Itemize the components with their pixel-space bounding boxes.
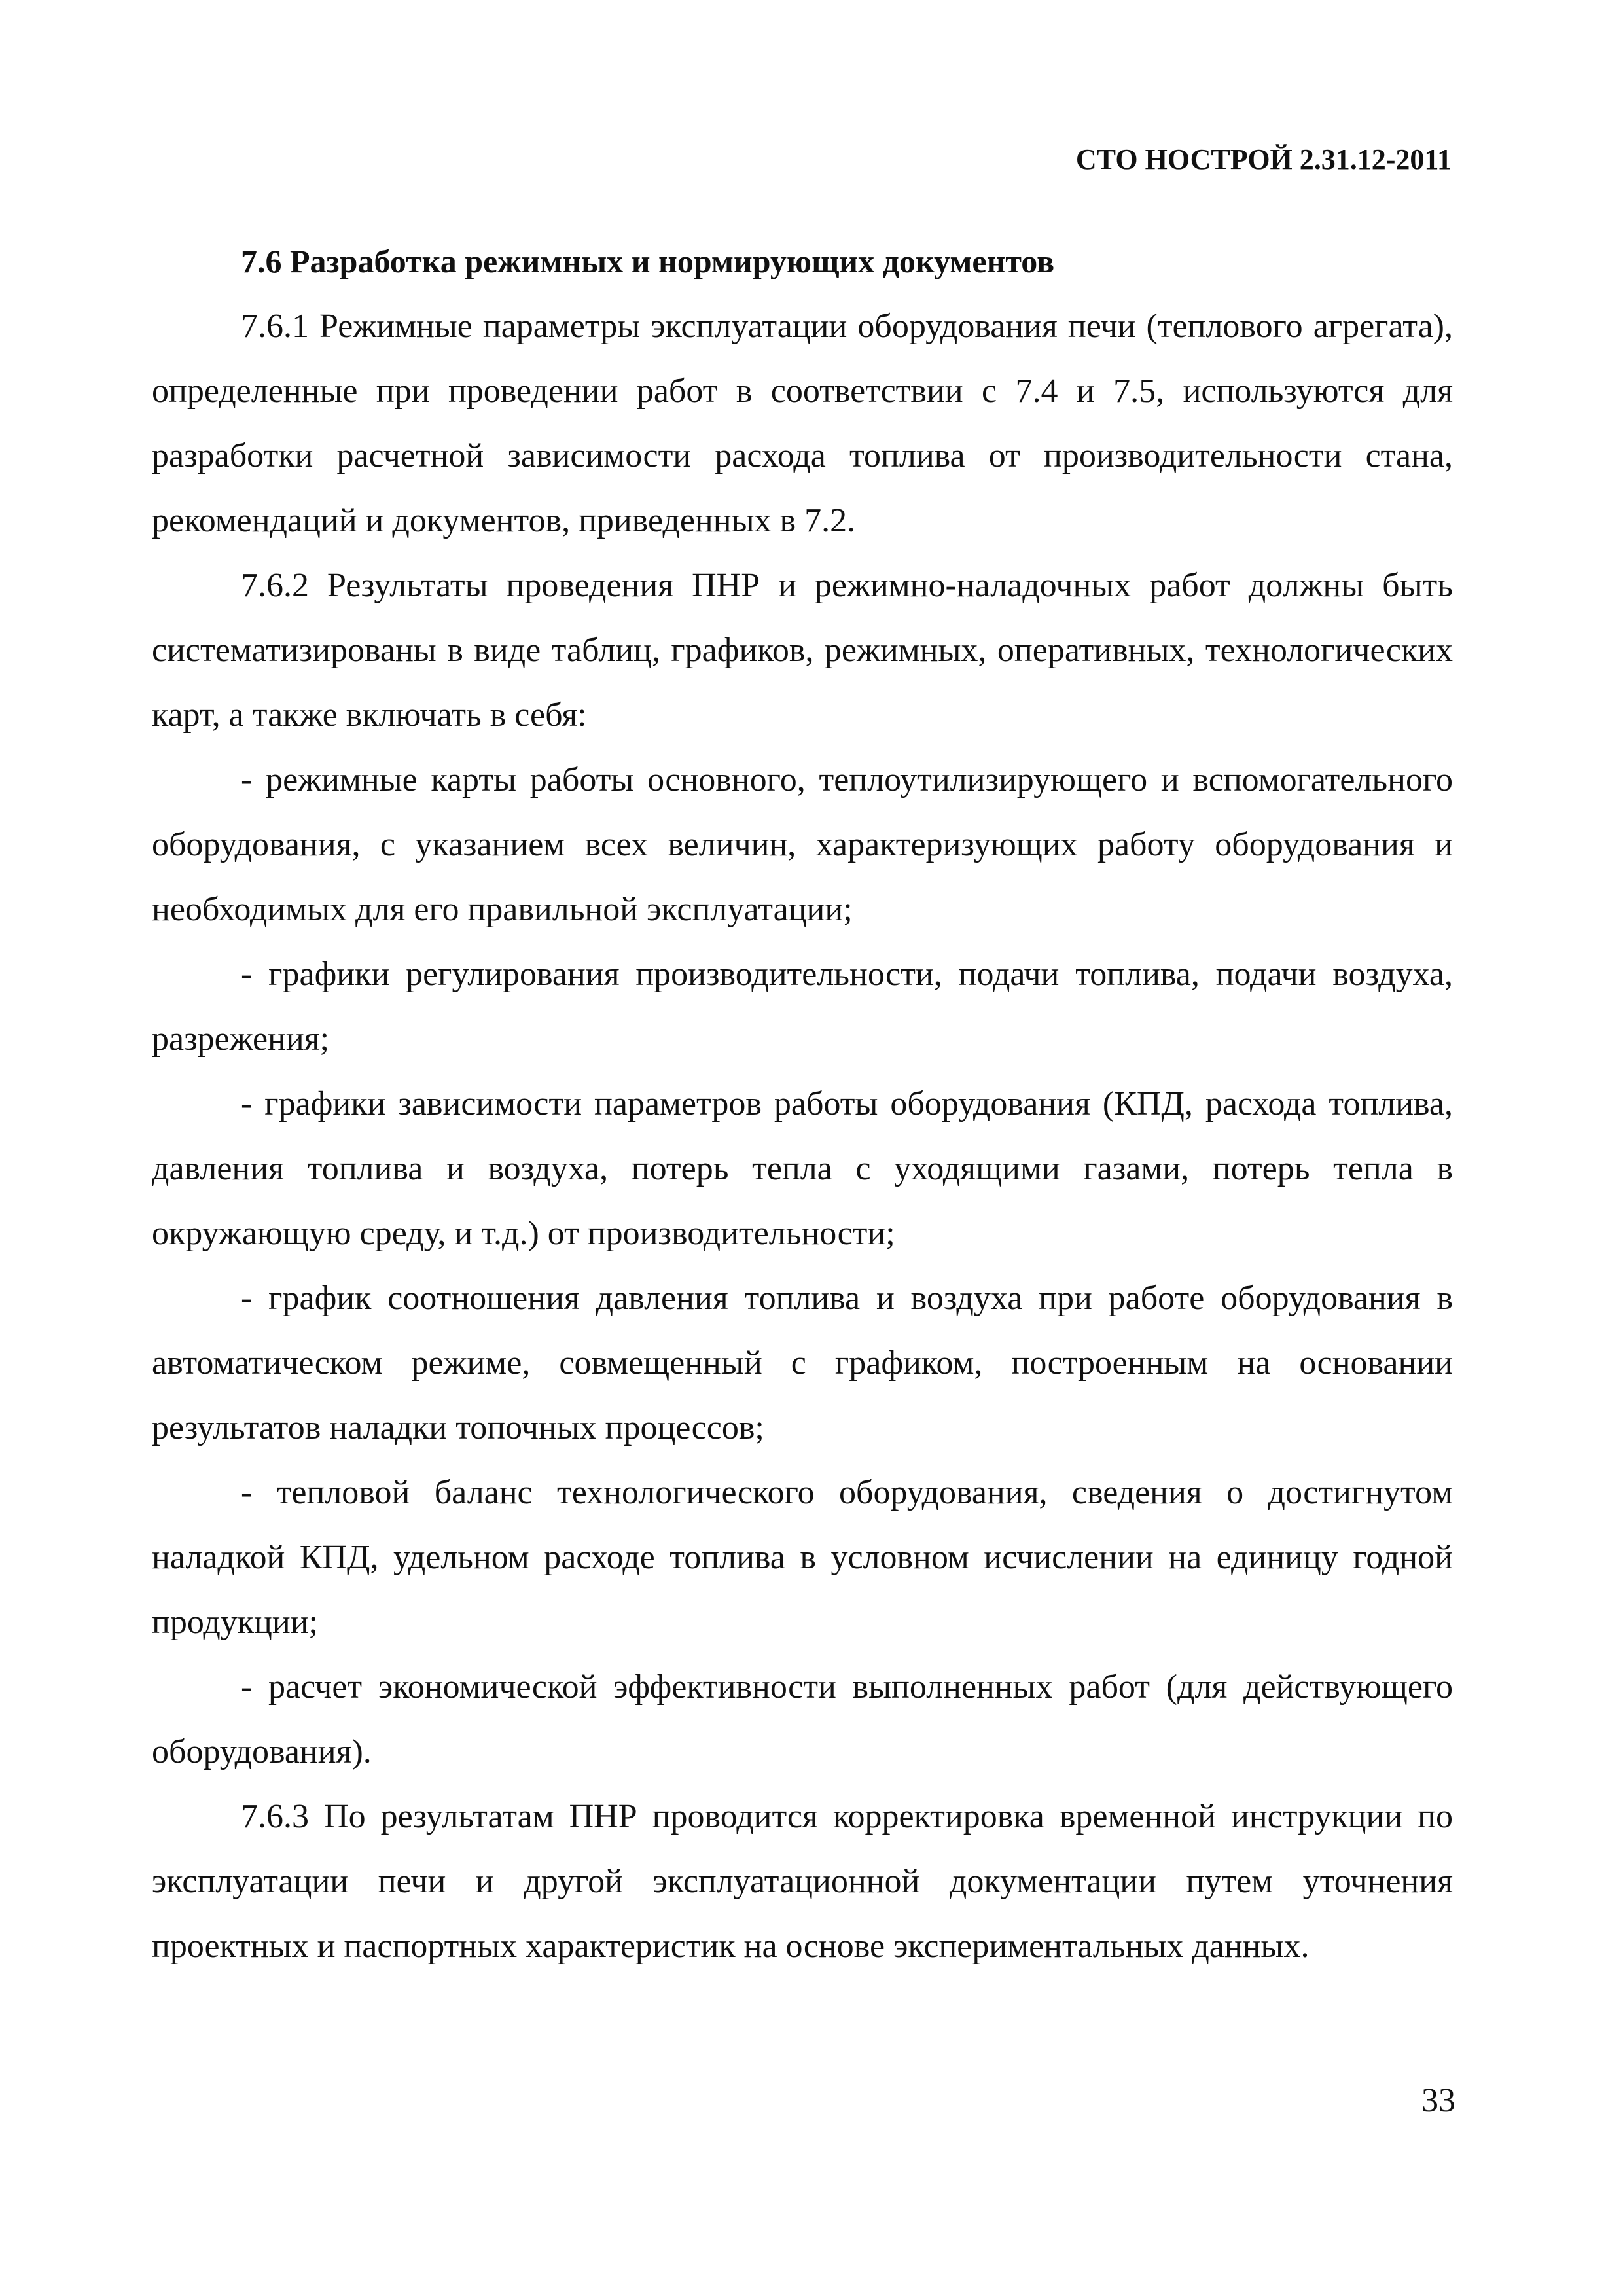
- page-number: 33: [1421, 2082, 1455, 2119]
- list-item-dependency-graphs: - графики зависимости параметров работы оборудования (КПД, расхода топлива, давления топлива и воздуха, потерь тепла с уходящими газами, потерь тепла в окружающую среду, и т.д.) от производительности;: [152, 1085, 1453, 1252]
- document-code-header: СТО НОСТРОЙ 2.31.12-2011: [1075, 143, 1452, 175]
- list-item-economic-efficiency: - расчет экономической эффективности выполненных работ (для действующего оборудования).: [152, 1668, 1453, 1770]
- list-item-regime-cards: - режимные карты работы основного, теплоутилизирующего и вспомогательного оборудования, с указанием всех величин, характеризующих работу оборудования и необходимых для его правильной эксплуатации;: [152, 761, 1453, 928]
- page-body: [152, 229, 1453, 1979]
- paragraph-7-6-2: 7.6.2 Результаты проведения ПНР и режимно-наладочных работ должны быть систематизированы в виде таблиц, графиков, режимных, оперативных, технологических карт, а также включать в себя:: [152, 567, 1453, 734]
- list-item-pressure-ratio-graph: - график соотношения давления топлива и воздуха при работе оборудования в автоматическом режиме, совмещенный с графиком, построенным на основании результатов наладки топочных процессов;: [152, 1280, 1453, 1446]
- section-title: 7.6 Разработка режимных и нормирующих документов: [241, 243, 1055, 279]
- paragraph-7-6-1: 7.6.1 Режимные параметры эксплуатации оборудования печи (теплового агрегата), определенные при проведении работ в соответствии с 7.4 и 7.5, используются для разработки расчетной зависимости расхода топлива от производительности стана, рекомендаций и документов, приведенных в 7.2.: [152, 308, 1453, 539]
- paragraph-7-6-3: 7.6.3 По результатам ПНР проводится корректировка временной инструкции по эксплуатации печи и другой эксплуатационной документации путем уточнения проектных и паспортных характеристик на основе экспериментальных данных.: [152, 1798, 1453, 1965]
- list-item-regulation-graphs: - графики регулирования производительности, подачи топлива, подачи воздуха, разрежения;: [152, 956, 1453, 1058]
- list-item-heat-balance: - тепловой баланс технологического оборудования, сведения о достигнутом наладкой КПД, удельном расходе топлива в условном исчислении на единицу годной продукции;: [152, 1474, 1453, 1641]
